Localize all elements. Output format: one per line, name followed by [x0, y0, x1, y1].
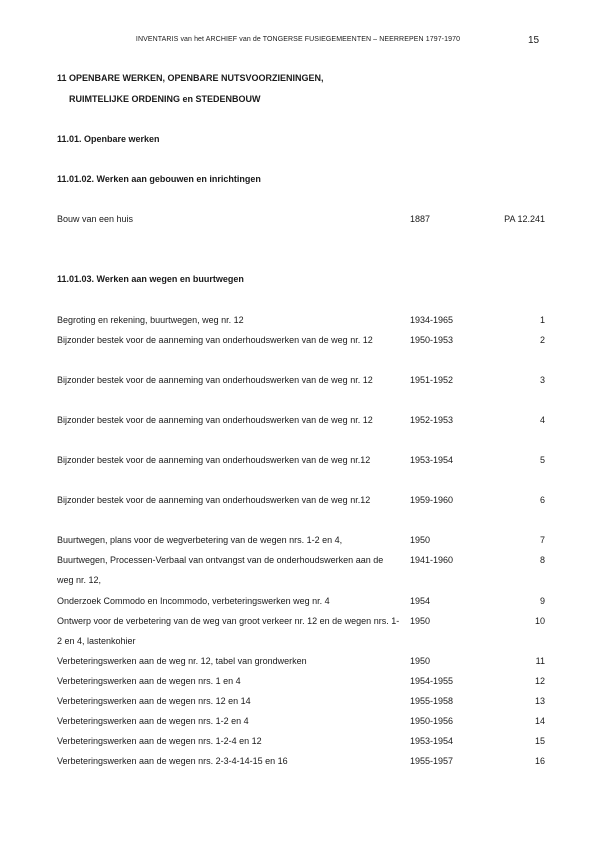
section-heading-11-01-02: 11.01.02. Werken aan gebouwen en inrichtingen	[57, 174, 261, 184]
entry-years: 1950	[410, 656, 431, 666]
entry-years: 1950	[410, 616, 431, 626]
section-heading-11-01: 11.01. Openbare werken	[57, 134, 160, 144]
entry-number: 3	[539, 375, 545, 385]
entry-description: Bouw van een huis	[57, 214, 134, 224]
entry-number: 8	[539, 555, 545, 565]
entry-description: Bijzonder bestek voor de aanneming van onderhoudswerken van de weg nr. 12	[57, 335, 373, 345]
entry-description: Buurtwegen, Processen-Verbaal van ontvangst van de onderhoudswerken aan de weg nr. 12,	[57, 555, 384, 585]
chapter-heading: 11 OPENBARE WERKEN, OPENBARE NUTSVOORZIENINGEN,	[57, 73, 324, 83]
entry-description: Ontwerp voor de verbetering van de weg van groot verkeer nr. 12 en de wegen nrs. 1-2 en 4, lastenkohier	[57, 616, 400, 646]
entry-description: Begroting en rekening, buurtwegen, weg nr. 12	[57, 315, 244, 325]
entry-number: 12	[534, 676, 545, 686]
entry-years: 1954	[410, 596, 431, 606]
entry-years: 1934-1965	[410, 315, 454, 325]
entry-number: 4	[539, 415, 545, 425]
entry-number: PA 12.241	[504, 214, 545, 224]
entry-description: Bijzonder bestek voor de aanneming van onderhoudswerken van de weg nr. 12	[57, 375, 373, 385]
entry-number: 15	[534, 736, 545, 746]
entry-years: 1959-1960	[410, 495, 454, 505]
entry-years: 1954-1955	[410, 676, 454, 686]
entry-description: Onderzoek Commodo en Incommodo, verbeteringswerken weg nr. 4	[57, 596, 330, 606]
entry-number: 11	[535, 656, 545, 666]
entry-description: Verbeteringswerken aan de wegen nrs. 2-3-4-14-15 en 16	[57, 756, 288, 766]
entry-number: 13	[534, 696, 545, 706]
entry-number: 16	[534, 756, 545, 766]
entry-years: 1887	[410, 214, 431, 224]
entry-years: 1941-1960	[410, 555, 454, 565]
entry-number: 10	[534, 616, 545, 626]
entry-description: Verbeteringswerken aan de wegen nrs. 1 en 4	[57, 676, 241, 686]
entry-description: Bijzonder bestek voor de aanneming van onderhoudswerken van de weg nr.12	[57, 495, 371, 505]
entry-description: Verbeteringswerken aan de weg nr. 12, tabel van grondwerken	[57, 656, 307, 666]
entry-number: 1	[539, 315, 545, 325]
entry-years: 1950-1953	[410, 335, 454, 345]
entry-years: 1952-1953	[410, 415, 454, 425]
entry-number: 2	[539, 335, 545, 345]
entry-years: 1951-1952	[410, 375, 454, 385]
entry-years: 1953-1954	[410, 455, 454, 465]
entry-years: 1950	[410, 535, 431, 545]
entry-years: 1950-1956	[410, 716, 454, 726]
entry-description: Verbeteringswerken aan de wegen nrs. 12 en 14	[57, 696, 251, 706]
entry-description: Buurtwegen, plans voor de wegverbetering van de wegen nrs. 1-2 en 4,	[57, 535, 343, 545]
entry-description: Bijzonder bestek voor de aanneming van onderhoudswerken van de weg nr.12	[57, 455, 371, 465]
entry-number: 5	[539, 455, 545, 465]
entry-number: 6	[539, 495, 545, 505]
entry-years: 1955-1957	[410, 756, 454, 766]
entry-number: 9	[539, 596, 545, 606]
section-heading-11-01-03: 11.01.03. Werken aan wegen en buurtwegen	[57, 274, 244, 284]
entry-description: Bijzonder bestek voor de aanneming van onderhoudswerken van de weg nr. 12	[57, 415, 373, 425]
entry-description: Verbeteringswerken aan de wegen nrs. 1-2 en 4	[57, 716, 249, 726]
page-number: 15	[528, 35, 540, 46]
running-header: INVENTARIS van het ARCHIEF van de TONGERSE FUSIEGEMEENTEN – NEERREPEN 1797-1970	[135, 36, 461, 43]
entry-number: 14	[534, 716, 545, 726]
chapter-heading-continued: RUIMTELIJKE ORDENING en STEDENBOUW	[69, 94, 261, 104]
entry-number: 7	[539, 535, 545, 545]
entry-years: 1955-1958	[410, 696, 454, 706]
entry-years: 1953-1954	[410, 736, 454, 746]
entry-description: Verbeteringswerken aan de wegen nrs. 1-2-4 en 12	[57, 736, 262, 746]
